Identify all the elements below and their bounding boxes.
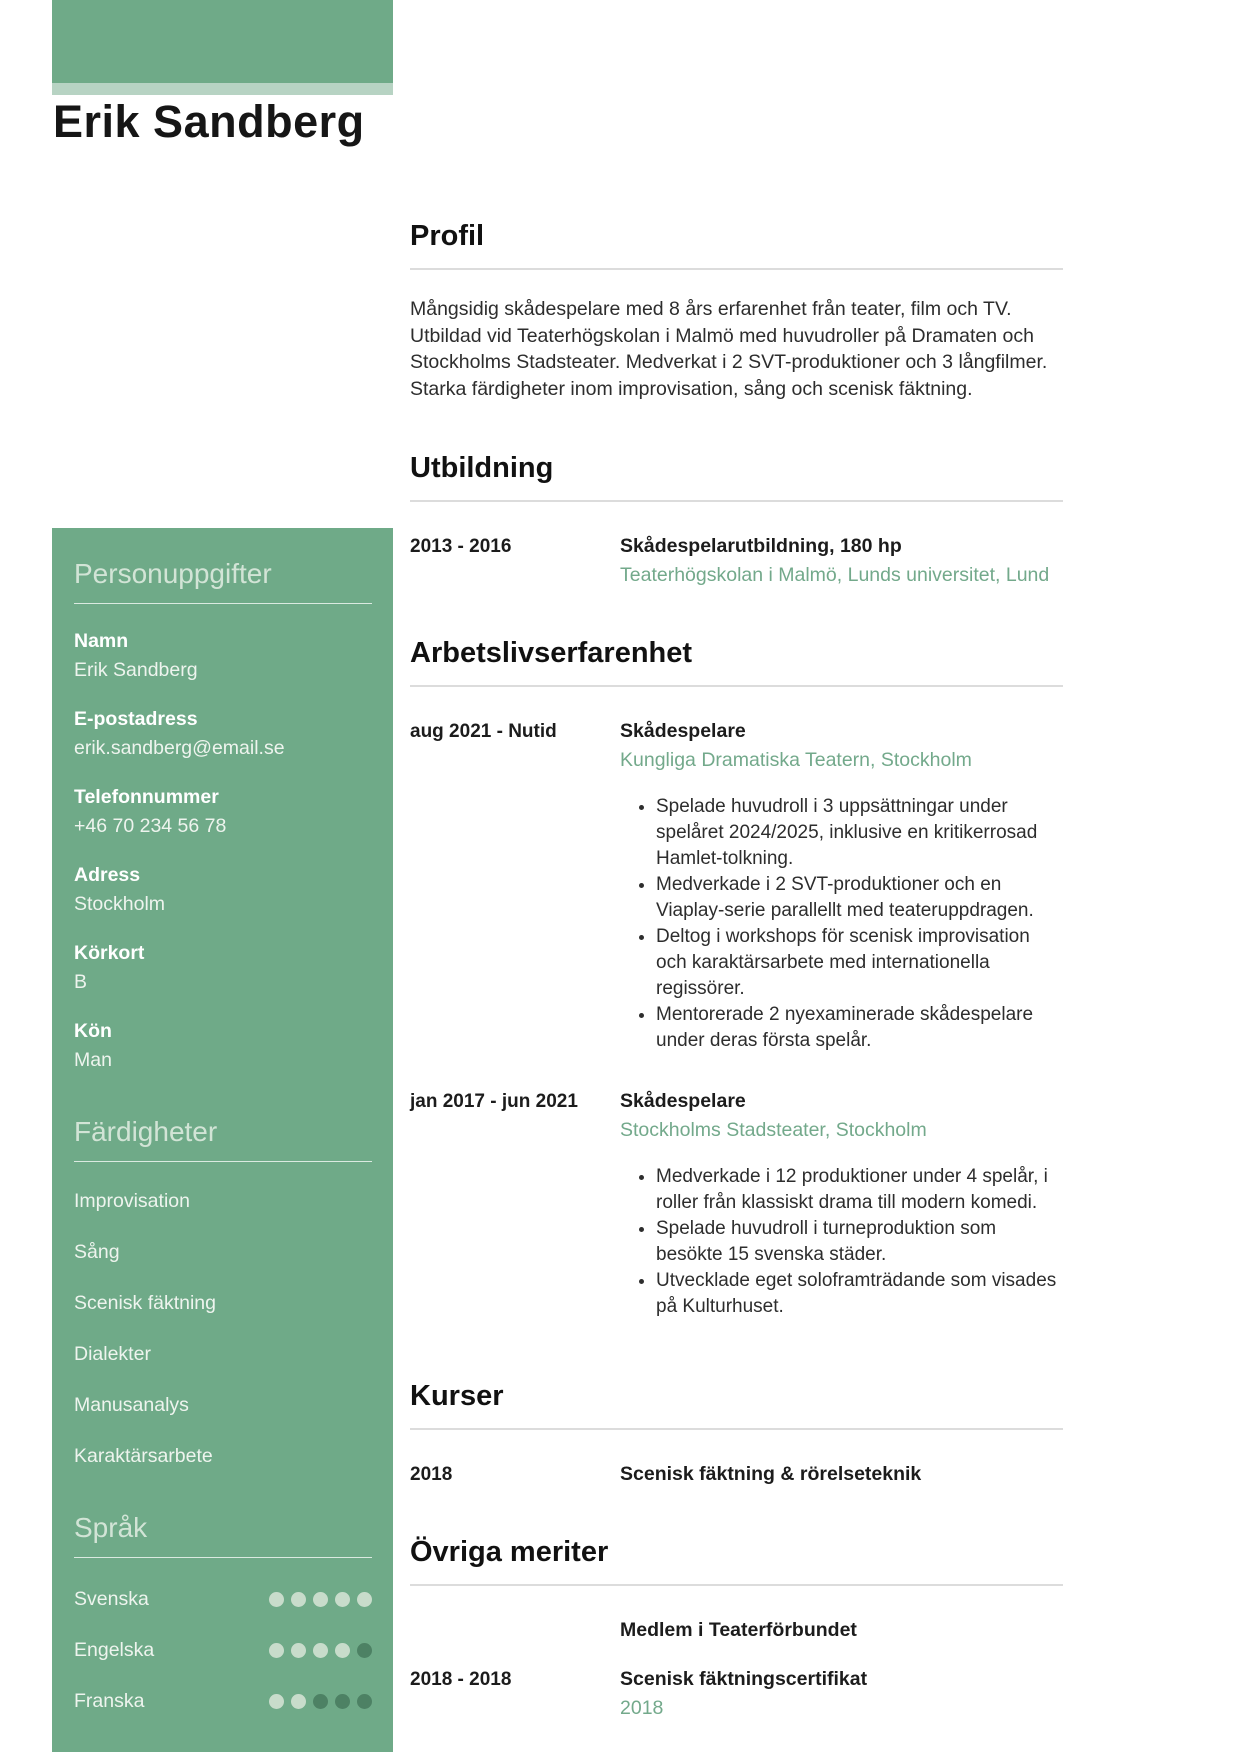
personal-field bbox=[74, 864, 372, 916]
entry-period bbox=[410, 1619, 620, 1620]
language-level-dot bbox=[313, 1694, 328, 1709]
entry-period: 2018 - 2018 bbox=[410, 1669, 512, 1690]
entry-title: Scenisk fäktning & rörelseteknik bbox=[620, 1463, 922, 1485]
skill-item: Karaktärsarbete bbox=[74, 1445, 213, 1467]
main-content bbox=[410, 220, 1063, 1720]
bullet-item: • Spelade huvudroll i 3 uppsättningar under spelåret 2024/2025, inklusive en kritikerrosad Hamlet-tolkning. bbox=[656, 794, 1063, 872]
entry-title: Skådespelarutbildning, 180 hp bbox=[620, 535, 902, 557]
skill-item: Manusanalys bbox=[74, 1394, 189, 1416]
section-heading-courses: Kurser bbox=[410, 1380, 1063, 1430]
section-courses bbox=[410, 1380, 1063, 1486]
personal-field bbox=[74, 942, 372, 994]
field-value: erik.sandberg@email.se bbox=[74, 737, 285, 759]
field-label: Kön bbox=[74, 1020, 112, 1042]
bullet-item: • Medverkade i 12 produktioner under 4 spelår, i roller från klassiskt drama till modern komedi. bbox=[656, 1164, 1063, 1216]
language-level-dot bbox=[335, 1643, 350, 1658]
language-level-dot bbox=[291, 1694, 306, 1709]
profile-text: Mångsidig skådespelare med 8 års erfarenhet från teater, film och TV. Utbildad vid Teaterhögskolan i Malmö med huvudroller på Dramaten och Stockholms Stadsteater. Medverkat i 2 SVT-produktioner och 3 långfilmer. Starka färdigheter inom improvisation, sång och scenisk fäktning. bbox=[410, 298, 1048, 400]
skill-item: Scenisk fäktning bbox=[74, 1292, 216, 1314]
entry-body bbox=[620, 1619, 1063, 1642]
language-row bbox=[74, 1588, 372, 1611]
language-label: Svenska bbox=[74, 1588, 149, 1610]
bullet-item: • Spelade huvudroll i turneproduktion som besökte 15 svenska städer. bbox=[656, 1216, 1063, 1268]
language-label: Franska bbox=[74, 1690, 145, 1712]
language-row bbox=[74, 1690, 372, 1713]
entry-period: jan 2017 - jun 2021 bbox=[410, 1091, 578, 1112]
entry-body bbox=[620, 1090, 1063, 1330]
experience-bullets bbox=[620, 794, 1063, 1054]
bullet-item: • Mentorerade 2 nyexaminerade skådespelare under deras första spelår. bbox=[656, 1002, 1063, 1054]
entry-subtitle: 2018 bbox=[620, 1697, 664, 1719]
field-label: Körkort bbox=[74, 942, 145, 964]
entry-subtitle: Teaterhögskolan i Malmö, Lunds universitet, Lund bbox=[620, 564, 1050, 586]
section-other-merits bbox=[410, 1536, 1063, 1720]
skill-list bbox=[74, 1190, 372, 1468]
field-label: E-postadress bbox=[74, 708, 198, 730]
language-level-dot bbox=[313, 1592, 328, 1607]
education-entry bbox=[410, 535, 1063, 587]
education-entries bbox=[410, 535, 1063, 587]
language-label: Engelska bbox=[74, 1639, 155, 1661]
other-merit-entry bbox=[410, 1619, 1063, 1642]
sidebar-section-personal bbox=[74, 558, 372, 1072]
bullet-item: • Utvecklade eget soloframträdande som visades på Kulturhuset. bbox=[656, 1268, 1063, 1320]
section-heading-other-merits: Övriga meriter bbox=[410, 1536, 1063, 1586]
field-value: Man bbox=[74, 1049, 112, 1071]
personal-field bbox=[74, 630, 372, 682]
course-entries bbox=[410, 1463, 1063, 1486]
personal-fields bbox=[74, 630, 372, 1072]
personal-field bbox=[74, 1020, 372, 1072]
experience-entry bbox=[410, 720, 1063, 1064]
field-value: B bbox=[74, 971, 88, 993]
experience-entry bbox=[410, 1090, 1063, 1330]
entry-period: 2018 bbox=[410, 1464, 453, 1485]
experience-bullets bbox=[620, 1164, 1063, 1320]
language-level-dot bbox=[269, 1694, 284, 1709]
field-value: +46 70 234 56 78 bbox=[74, 815, 227, 837]
language-level-dots bbox=[269, 1592, 372, 1607]
language-level-dot bbox=[357, 1694, 372, 1709]
entry-title: Skådespelare bbox=[620, 720, 746, 742]
language-level-dot bbox=[357, 1643, 372, 1658]
field-value: Stockholm bbox=[74, 893, 166, 915]
entry-body bbox=[620, 1463, 1063, 1486]
other-merit-entry bbox=[410, 1668, 1063, 1720]
sidebar-section-title: Färdigheter bbox=[74, 1116, 372, 1162]
entry-period: aug 2021 - Nutid bbox=[410, 721, 557, 742]
language-level-dot bbox=[269, 1592, 284, 1607]
bullet-item: • Medverkade i 2 SVT-produktioner och en Viaplay-serie parallellt med teateruppdragen. bbox=[656, 872, 1063, 924]
skill-item: Dialekter bbox=[74, 1343, 151, 1365]
personal-field bbox=[74, 708, 372, 760]
field-label: Adress bbox=[74, 864, 141, 886]
course-entry bbox=[410, 1463, 1063, 1486]
entry-period: 2013 - 2016 bbox=[410, 536, 512, 557]
entry-subtitle: Kungliga Dramatiska Teatern, Stockholm bbox=[620, 749, 972, 771]
experience-entries bbox=[410, 720, 1063, 1330]
skill-item: Improvisation bbox=[74, 1190, 190, 1212]
entry-title: Skådespelare bbox=[620, 1090, 746, 1112]
entry-title: Scenisk fäktningscertifikat bbox=[620, 1668, 868, 1690]
entry-body bbox=[620, 535, 1063, 587]
language-row bbox=[74, 1639, 372, 1662]
language-level-dots bbox=[269, 1694, 372, 1709]
section-education bbox=[410, 452, 1063, 587]
sidebar-section-languages bbox=[74, 1512, 372, 1713]
field-label: Namn bbox=[74, 630, 129, 652]
field-value: Erik Sandberg bbox=[74, 659, 198, 681]
section-experience bbox=[410, 637, 1063, 1330]
language-level-dot bbox=[335, 1694, 350, 1709]
language-level-dot bbox=[291, 1592, 306, 1607]
entry-title: Medlem i Teaterförbundet bbox=[620, 1619, 857, 1641]
entry-body bbox=[620, 1668, 1063, 1720]
language-level-dot bbox=[313, 1643, 328, 1658]
entry-body bbox=[620, 720, 1063, 1064]
sidebar-section-title: Personuppgifter bbox=[74, 558, 372, 604]
language-level-dot bbox=[291, 1643, 306, 1658]
personal-field bbox=[74, 786, 372, 838]
bullet-item: • Deltog i workshops för scenisk improvisation och karaktärsarbete med internationella regissörer. bbox=[656, 924, 1063, 1002]
entry-subtitle: Stockholms Stadsteater, Stockholm bbox=[620, 1119, 927, 1141]
language-level-dots bbox=[269, 1643, 372, 1658]
other-merit-entries bbox=[410, 1619, 1063, 1720]
section-heading-education: Utbildning bbox=[410, 452, 1063, 502]
person-name: Erik Sandberg bbox=[53, 96, 365, 147]
language-list bbox=[74, 1588, 372, 1713]
header-accent-strip bbox=[52, 83, 393, 95]
section-heading-profile: Profil bbox=[410, 220, 1063, 270]
language-level-dot bbox=[357, 1592, 372, 1607]
skill-item: Sång bbox=[74, 1241, 120, 1263]
section-heading-experience: Arbetslivserfarenhet bbox=[410, 637, 1063, 687]
sidebar bbox=[52, 528, 393, 1752]
language-level-dot bbox=[269, 1643, 284, 1658]
field-label: Telefonnummer bbox=[74, 786, 219, 808]
language-level-dot bbox=[335, 1592, 350, 1607]
sidebar-section-skills bbox=[74, 1116, 372, 1468]
sidebar-section-title: Språk bbox=[74, 1512, 372, 1558]
header-accent-block bbox=[52, 0, 393, 83]
section-profile bbox=[410, 220, 1063, 402]
